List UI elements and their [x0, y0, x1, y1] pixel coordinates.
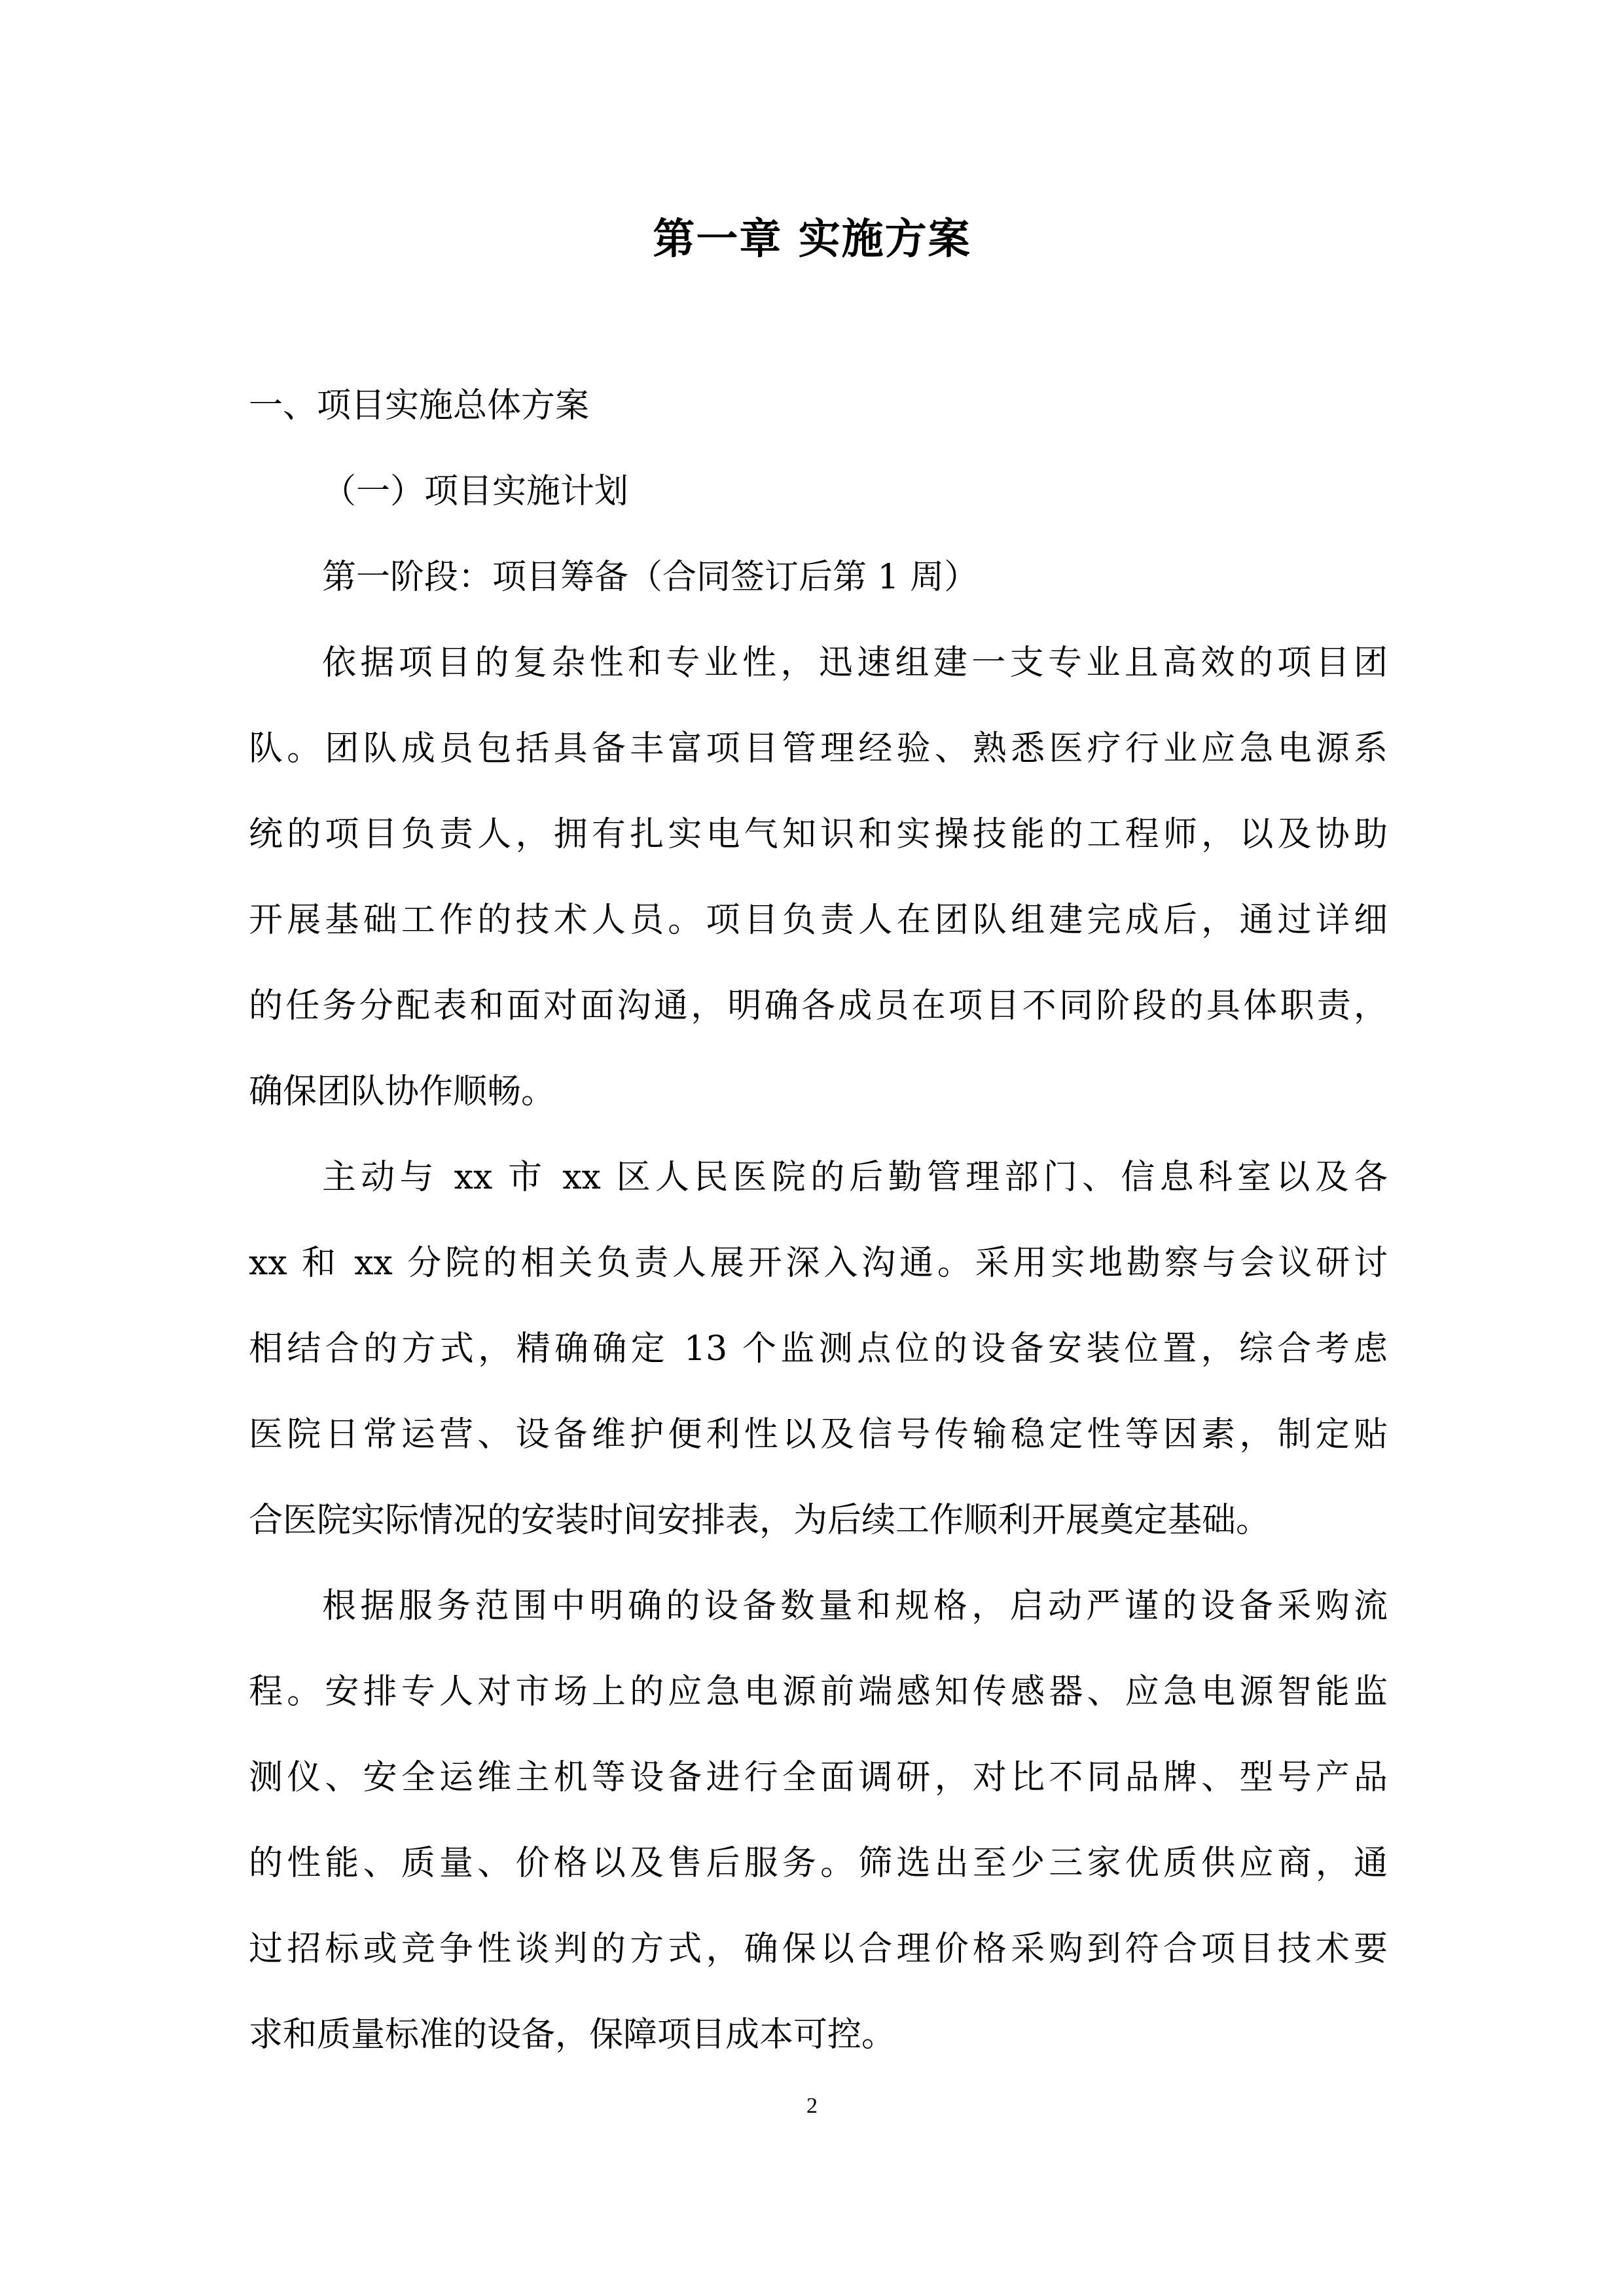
paragraph-line: 主动与 xx 市 xx 区人民医院的后勤管理部门、信息科室以及各	[322, 1158, 1388, 1197]
phase-heading: 第一阶段：项目筹备（合同签订后第 1 周）	[322, 558, 979, 597]
paragraph-hospital-communication	[249, 1135, 1388, 1564]
paragraph-line: 医院日常运营、设备维护便利性以及信号传输稳定性等因素，制定贴	[249, 1415, 1388, 1454]
page-number: 2	[806, 2094, 818, 2118]
paragraph-line: 合医院实际情况的安装时间安排表，为后续工作顺利开展奠定基础。	[249, 1501, 1271, 1540]
paragraph-team-formation	[249, 620, 1388, 1135]
paragraph-line: 根据服务范围中明确的设备数量和规格，启动严谨的设备采购流	[322, 1587, 1388, 1626]
paragraph-line: 求和质量标准的设备，保障项目成本可控。	[249, 2015, 896, 2054]
paragraph-line: 相结合的方式，精确确定 13 个监测点位的设备安装位置，综合考虑	[249, 1329, 1388, 1369]
paragraph-line: 程。安排专人对市场上的应急电源前端感知传感器、应急电源智能监	[249, 1672, 1388, 1712]
paragraph-procurement	[249, 1564, 1388, 2078]
paragraph-line: 过招标或竞争性谈判的方式，确保以合理价格采购到符合项目技术要	[249, 1929, 1388, 1969]
paragraph-line: 开展基础工作的技术人员。项目负责人在团队组建完成后，通过详细	[249, 901, 1388, 940]
document-body	[249, 363, 1388, 2078]
paragraph-line: 队。团队成员包括具备丰富项目管理经验、熟悉医疗行业应急电源系	[249, 729, 1388, 768]
paragraph-line: xx 和 xx 分院的相关负责人展开深入沟通。采用实地勘察与会议研讨	[249, 1244, 1388, 1283]
section-heading: 一、项目实施总体方案	[249, 386, 590, 425]
paragraph-line: 依据项目的复杂性和专业性，迅速组建一支专业且高效的项目团	[322, 643, 1388, 683]
subsection-heading: （一）项目实施计划	[322, 472, 629, 511]
paragraph-line: 的性能、质量、价格以及售后服务。筛选出至少三家优质供应商，通	[249, 1844, 1388, 1883]
paragraph-line: 的任务分配表和面对面沟通，明确各成员在项目不同阶段的具体职责，	[249, 986, 1388, 1026]
chapter-title: 第一章 实施方案	[653, 215, 971, 264]
paragraph-line: 统的项目负责人，拥有扎实电气知识和实操技能的工程师，以及协助	[249, 815, 1388, 854]
paragraph-line: 测仪、安全运维主机等设备进行全面调研，对比不同品牌、型号产品	[249, 1758, 1388, 1797]
paragraph-line: 确保团队协作顺畅。	[249, 1072, 556, 1111]
